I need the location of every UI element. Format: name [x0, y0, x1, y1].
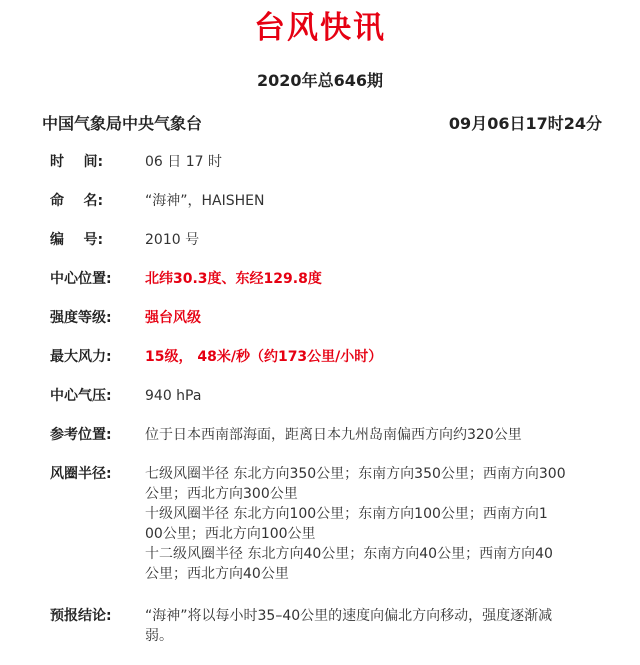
row-forecast — [50, 606, 610, 646]
forecast-line: 弱。 — [145, 628, 173, 644]
header-row — [42, 111, 602, 134]
intensity-label: 强度等级: — [50, 310, 112, 326]
row-max-wind — [50, 347, 610, 367]
row-name — [50, 191, 610, 211]
forecast-value — [145, 606, 610, 646]
time-label: 时 间: — [50, 154, 104, 170]
pressure-label: 中心气压: — [50, 388, 112, 404]
wind-radius-line: 十二级风圈半径 东北方向40公里；东南方向40公里；西南方向40 — [145, 546, 553, 562]
row-number — [50, 230, 610, 250]
number-value: 2010 号 — [145, 232, 200, 248]
wind-radius-line: 00公里；西北方向100公里 — [145, 526, 316, 542]
row-time — [50, 152, 610, 172]
row-center — [50, 269, 610, 289]
forecast-label: 预报结论: — [50, 608, 112, 624]
page-title: 台风快讯 — [254, 10, 386, 46]
reference-value: 位于日本西南部海面，距离日本九州岛南偏西方向约320公里 — [145, 427, 522, 443]
row-reference — [50, 425, 610, 445]
wind-radius-line: 公里；西北方向300公里 — [145, 486, 298, 502]
issue-number: 2020年总646期 — [257, 71, 383, 90]
wind-radius-label: 风圈半径: — [50, 466, 112, 482]
forecast-line: “海神”将以每小时35–40公里的速度向偏北方向移动，强度逐渐减 — [145, 608, 553, 624]
number-label: 编 号: — [50, 232, 104, 248]
intensity-value: 强台风级 — [145, 310, 201, 326]
name-label: 命 名: — [50, 193, 104, 209]
pressure-value: 940 hPa — [145, 388, 202, 404]
issue-datetime: 09月06日17时24分 — [448, 114, 602, 133]
time-value: 06 日 17 时 — [145, 154, 222, 170]
wind-radius-line: 公里；西北方向40公里 — [145, 566, 289, 582]
agency-name: 中国气象局中央气象台 — [42, 114, 203, 133]
center-value: 北纬30.3度、东经129.8度 — [145, 271, 322, 287]
row-pressure — [50, 386, 610, 406]
wind-radius-value — [145, 464, 610, 584]
reference-label: 参考位置: — [50, 427, 112, 443]
row-wind-radius — [50, 464, 610, 584]
typhoon-info — [50, 152, 610, 665]
wind-radius-line: 十级风圈半径 东北方向100公里；东南方向100公里；西南方向1 — [145, 506, 548, 522]
max-wind-value: 15级， 48米/秒（约173公里/小时） — [145, 349, 383, 365]
name-value: “海神”，HAISHEN — [145, 193, 265, 209]
max-wind-label: 最大风力: — [50, 349, 112, 365]
center-label: 中心位置: — [50, 271, 112, 287]
row-intensity — [50, 308, 610, 328]
wind-radius-line: 七级风圈半径 东北方向350公里；东南方向350公里；西南方向300 — [145, 466, 566, 482]
